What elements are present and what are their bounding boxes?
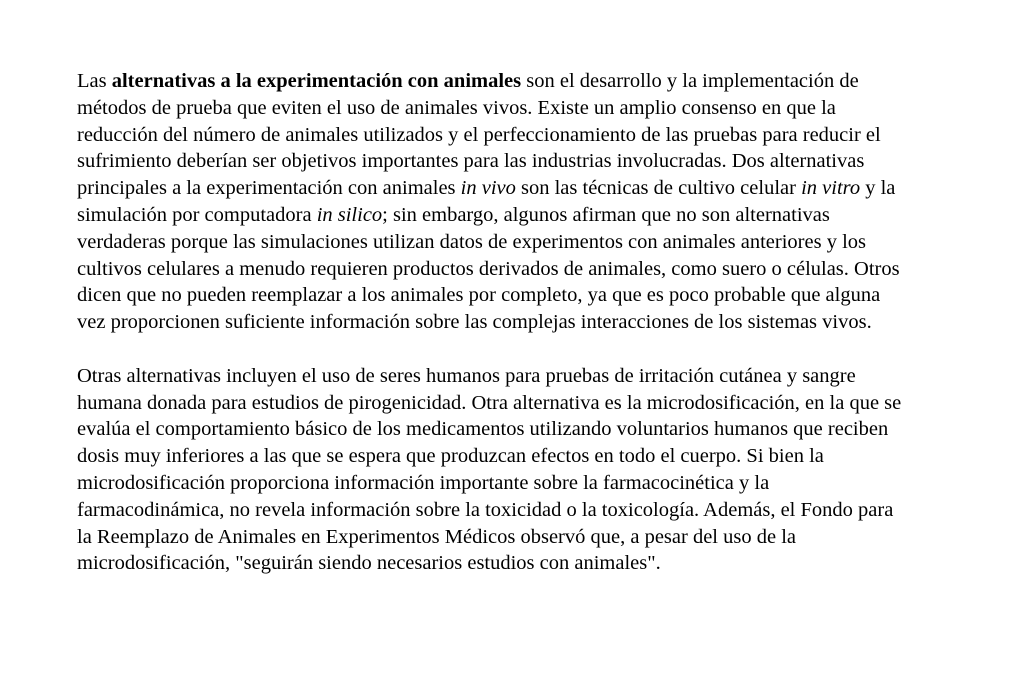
text-run: ; sin embargo, algunos afirman que no son alternativas verdaderas porque las simulaciones utilizan datos de experimentos con animales anteriores y los cultivos celulares a menudo requieren productos derivados de animales, como suero o células. Otros dicen que no pueden reemplazar a los animales por completo, ya que es poco probable que alguna vez proporcionen suficiente información sobre las complejas interacciones de los sistemas vivos. <box>77 203 900 334</box>
italic-term-in-silico: in silico <box>316 203 383 226</box>
document-body <box>77 68 907 577</box>
text-run: y la simulación por computadora <box>77 177 896 226</box>
text-run: Las <box>77 70 112 92</box>
italic-term-in-vitro: in vitro <box>801 177 861 200</box>
text-run: Otras alternativas incluyen el uso de seres humanos para pruebas de irritación cutánea y sangre humana donada para estudios de pirogenicidad. Otra alternativa es la microdosificación, en la que se evalúa el comportamiento básico de los medicamentos utilizando voluntarios humanos que reciben dosis muy inferiores a las que se espera que produzcan efectos en todo el cuerpo. Si bien la microdosificación proporciona información importante sobre la farmacocinética y la farmacodinámica, no revela información sobre la toxicidad o la toxicología. Además, el Fondo para la Reemplazo de Animales en Experimentos Médicos observó que, a pesar del uso de la microdosificación, "seguirán siendo necesarios estudios con animales". <box>77 364 902 575</box>
text-run: son las técnicas de cultivo celular <box>515 177 802 200</box>
paragraph-2 <box>77 363 907 577</box>
italic-term-in-vivo: in vivo <box>460 177 516 200</box>
paragraph-1 <box>77 68 907 336</box>
text-run: son el desarrollo y la implementación de métodos de prueba que eviten el uso de animales vivos. Existe un amplio consenso en que la reducción del número de animales utilizados y el perfeccionamiento de las pruebas para reducir el sufrimiento deberían ser objetivos importantes para las industrias involucradas. Dos alternativas principales a la experimentación con animales <box>77 70 881 200</box>
bold-term: alternativas a la experimentación con animales <box>111 70 522 92</box>
